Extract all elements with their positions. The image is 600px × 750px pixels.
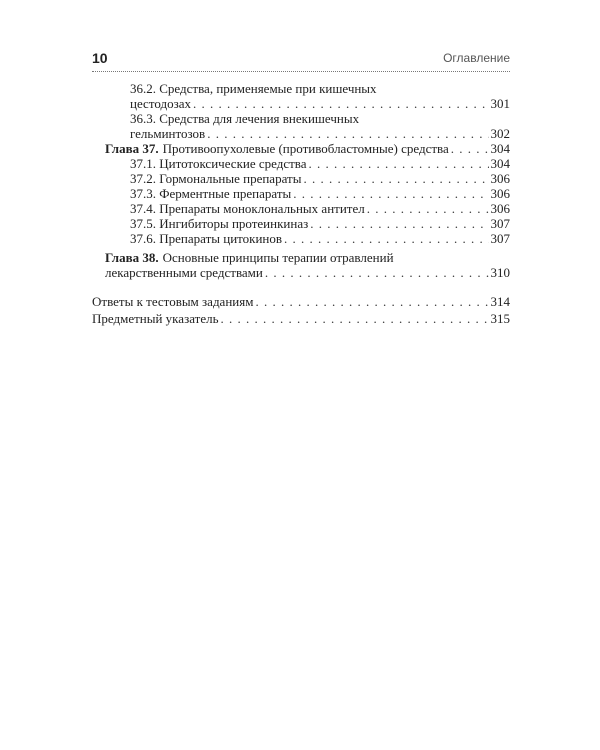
table-of-contents — [92, 81, 510, 326]
toc-page-number: 307 — [490, 231, 510, 246]
dot-leader — [255, 294, 488, 309]
chapter-title-cont: лекарственными средствами — [105, 265, 263, 280]
chapter-title: Противоопухолевые (противобластомные) средства — [162, 141, 449, 156]
toc-entry-text-cont: цестодозах — [130, 96, 191, 111]
toc-page-number: 314 — [490, 294, 510, 309]
dot-leader — [367, 201, 489, 216]
toc-page-number: 306 — [490, 201, 510, 216]
dot-leader — [293, 186, 488, 201]
toc-entry-37-2[interactable] — [92, 171, 510, 186]
toc-entry-37-1[interactable] — [92, 156, 510, 171]
dot-leader — [221, 311, 489, 326]
chapter-label: Глава 37. — [105, 141, 159, 156]
dot-leader — [284, 231, 488, 246]
toc-entry-text: 37.4. Препараты моноклональных антител — [130, 201, 365, 216]
toc-page-number: 301 — [490, 96, 510, 111]
toc-entry-37-4[interactable] — [92, 201, 510, 216]
dot-leader — [309, 156, 489, 171]
toc-entry-36-2[interactable] — [92, 81, 510, 111]
toc-entry-37-3[interactable] — [92, 186, 510, 201]
chapter-label: Глава 38. — [105, 250, 159, 265]
toc-entry-subject-index[interactable] — [92, 311, 510, 326]
toc-page-number: 307 — [490, 216, 510, 231]
toc-page-number: 306 — [490, 171, 510, 186]
toc-entry-text: 37.2. Гормональные препараты — [130, 171, 302, 186]
toc-page-number: 310 — [490, 265, 510, 280]
toc-entry-text-cont: гельминтозов — [130, 126, 206, 141]
toc-entry-text: Предметный указатель — [92, 311, 219, 326]
toc-entry-37-5[interactable] — [92, 216, 510, 231]
dot-leader — [265, 265, 489, 280]
running-title: Оглавление — [443, 51, 510, 65]
toc-page-number: 315 — [490, 311, 510, 326]
toc-entry-text: 36.2. Средства, применяемые при кишечных — [130, 81, 377, 96]
toc-entry-36-3[interactable] — [92, 111, 510, 141]
toc-entry-text: 37.5. Ингибиторы протеинкиназ — [130, 216, 309, 231]
page-number: 10 — [92, 50, 108, 66]
toc-entry-37-6[interactable] — [92, 231, 510, 246]
toc-entry-answers[interactable] — [92, 294, 510, 309]
dot-leader — [451, 141, 489, 156]
toc-entry-text: 37.3. Ферментные препараты — [130, 186, 292, 201]
toc-chapter-38[interactable] — [92, 250, 510, 280]
toc-page-number: 304 — [490, 156, 510, 171]
dot-leader — [207, 126, 488, 141]
chapter-title: Основные принципы терапии отравлений — [162, 250, 394, 265]
toc-entry-text: 36.3. Средства для лечения внекишечных — [130, 111, 360, 126]
toc-entry-text: Ответы к тестовым заданиям — [92, 294, 254, 309]
toc-page-number: 304 — [490, 141, 510, 156]
toc-entry-text: 37.6. Препараты цитокинов — [130, 231, 283, 246]
toc-page-number: 306 — [490, 186, 510, 201]
header-divider — [92, 71, 510, 72]
section-gap — [92, 280, 510, 294]
page-header — [92, 50, 510, 72]
dot-leader — [303, 171, 488, 186]
toc-page-number: 302 — [490, 126, 510, 141]
dot-leader — [193, 96, 489, 111]
toc-entry-text: 37.1. Цитотоксические средства — [130, 156, 307, 171]
dot-leader — [310, 216, 488, 231]
toc-chapter-37[interactable] — [92, 141, 510, 156]
